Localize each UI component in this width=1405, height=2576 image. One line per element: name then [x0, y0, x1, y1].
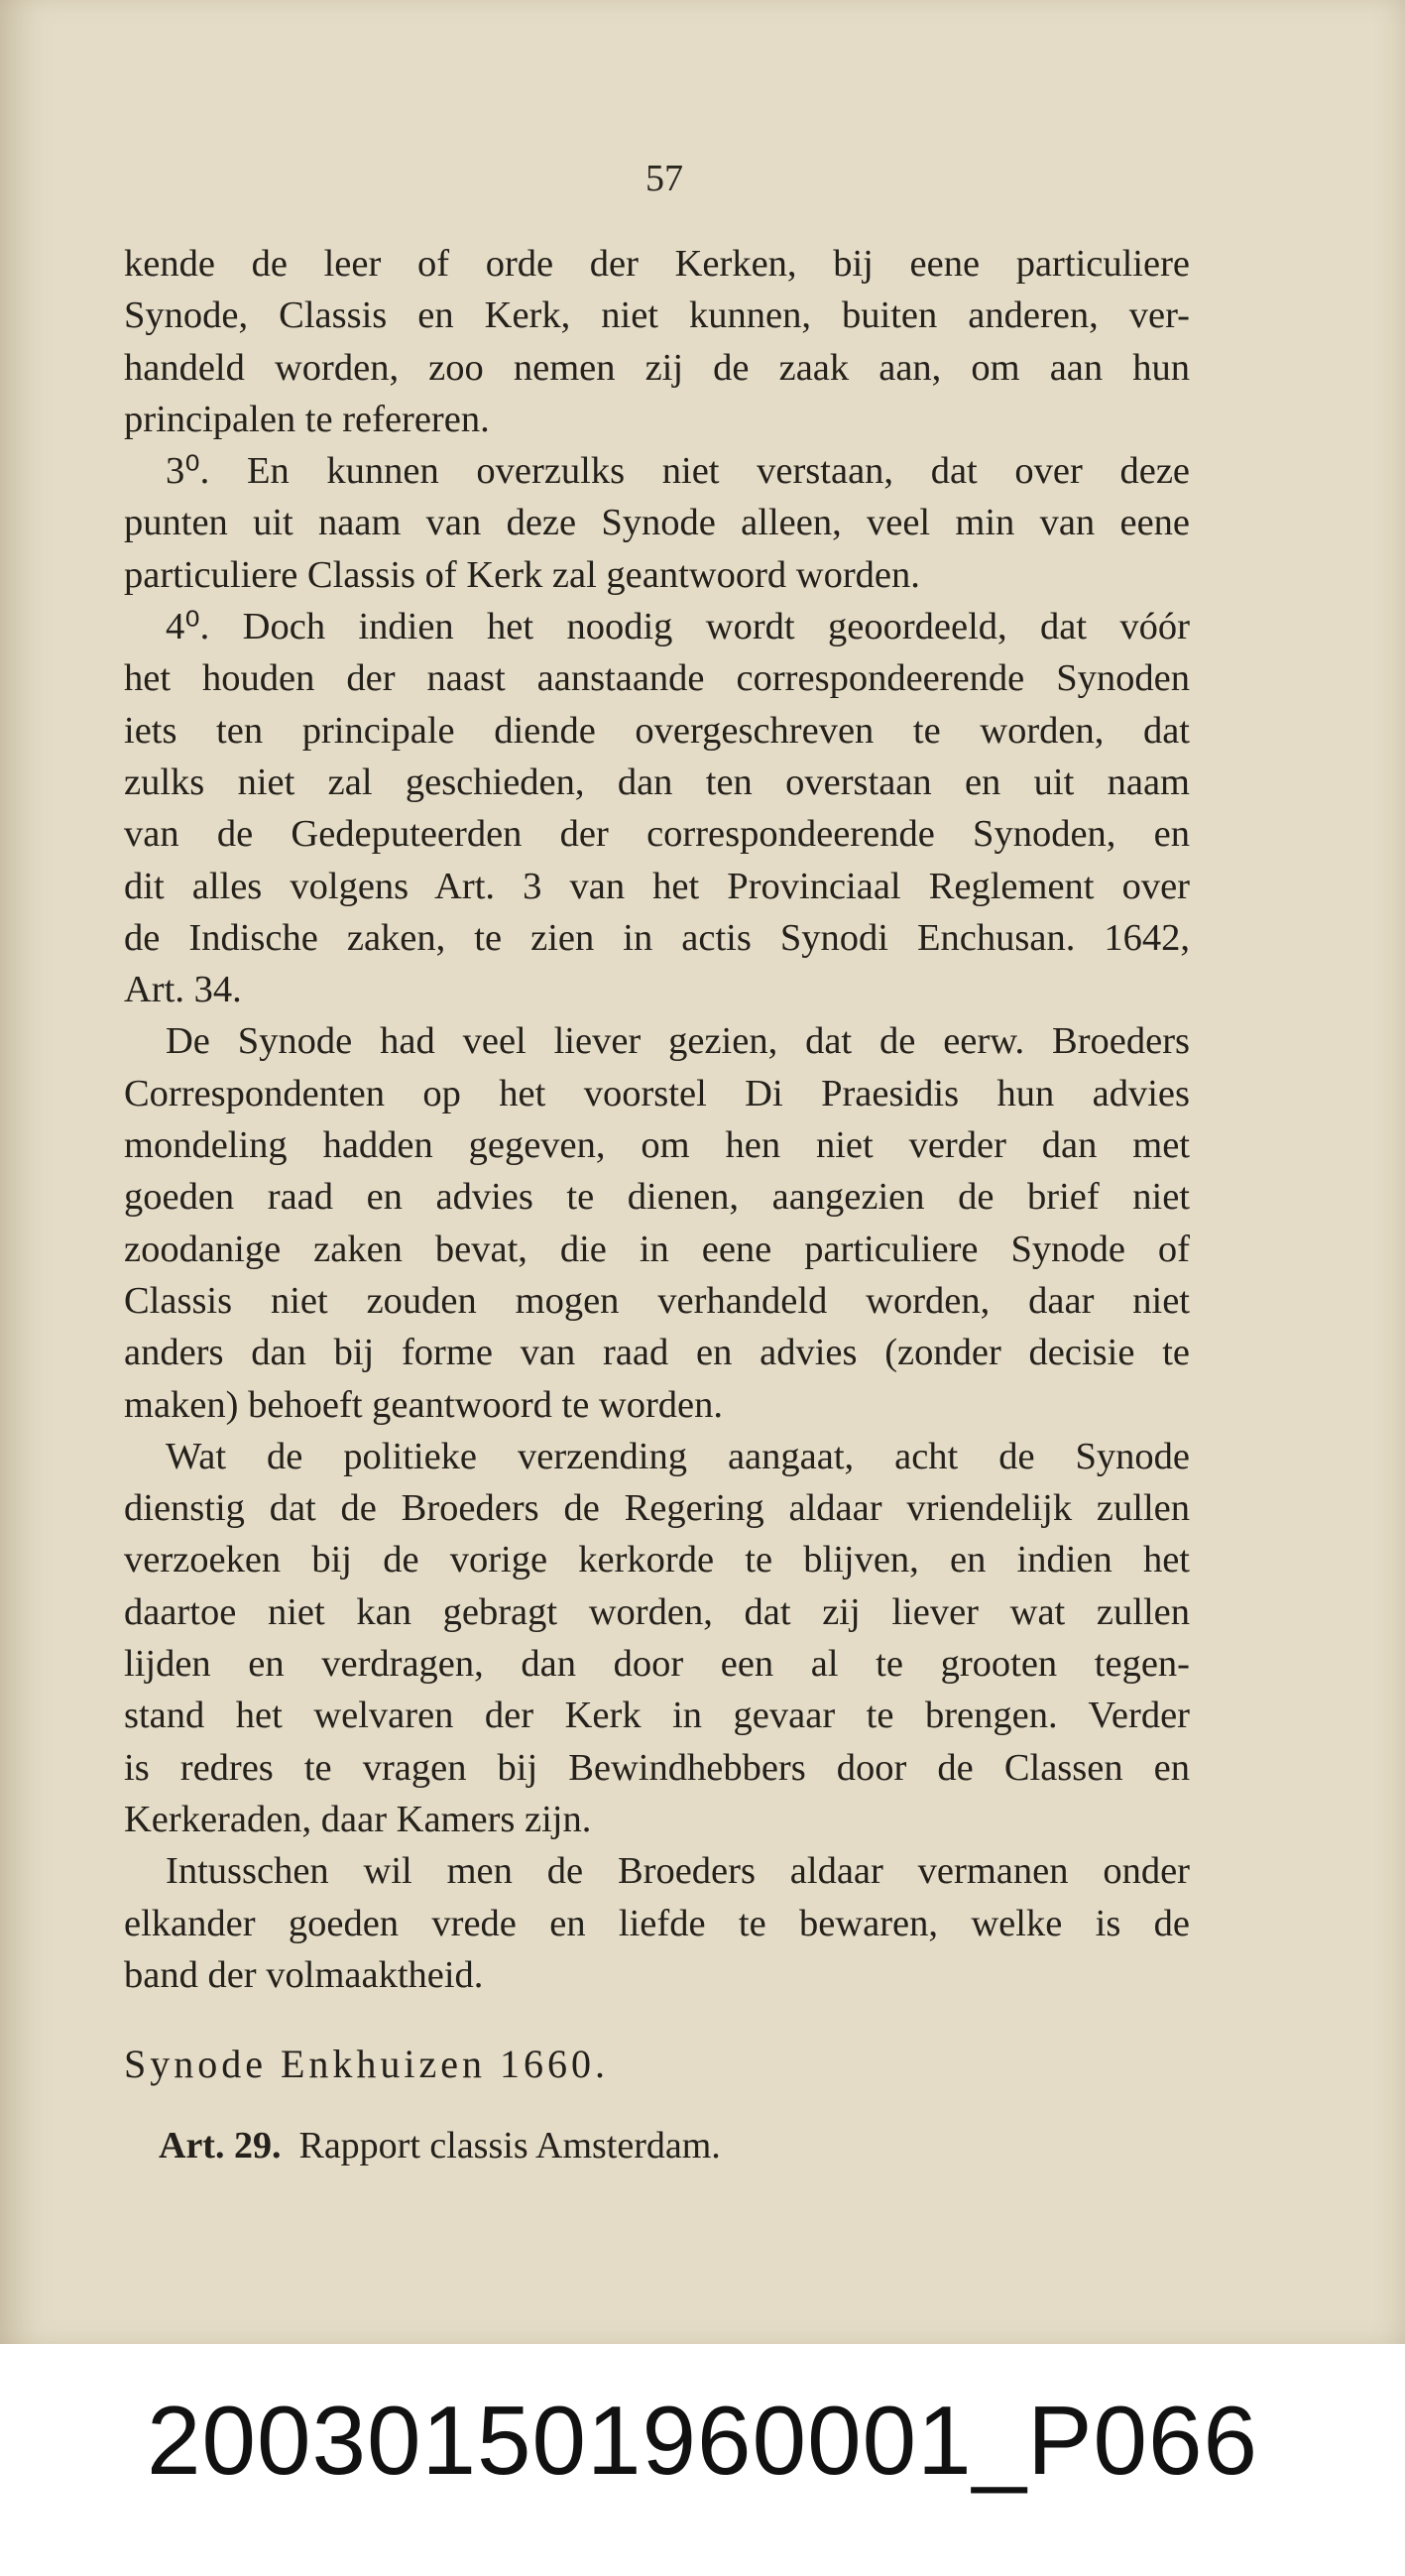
text-line: de Indische zaken, te zien in actis Synodi Enchusan. 1642,: [124, 916, 1190, 959]
text-line: punten uit naam van deze Synode alleen, veel min van eene: [124, 502, 1190, 544]
article-text: Rapport classis Amsterdam.: [298, 2125, 721, 2166]
text-line: Intusschen wil men de Broeders aldaar vermanen onder: [166, 1850, 1190, 1893]
text-line: Synode, Classis en Kerk, niet kunnen, buiten anderen, ver-: [124, 294, 1190, 337]
article-label: Art. 29.: [159, 2125, 282, 2166]
article-line: [159, 2124, 721, 2167]
text-line: particuliere Classis of Kerk zal geantwoord worden.: [124, 553, 920, 596]
page-number: 57: [645, 158, 683, 199]
text-line: mondeling hadden gegeven, om hen niet verder dan met: [124, 1124, 1190, 1167]
text-line: dienstig dat de Broeders de Regering aldaar vriendelijk zullen: [124, 1487, 1190, 1530]
text-line: daartoe niet kan gebragt worden, dat zij liever wat zullen: [124, 1590, 1190, 1633]
text-line: zoodanige zaken bevat, die in eene particuliere Synode of: [124, 1228, 1190, 1270]
text-line: principalen te refereren.: [124, 398, 490, 440]
text-line: kende de leer of orde der Kerken, bij eene particuliere: [124, 243, 1190, 285]
body-text: [124, 238, 1190, 2001]
text-line: is redres te vragen bij Bewindhebbers door de Classen en: [124, 1746, 1190, 1789]
text-line: band der volmaaktheid.: [124, 1953, 484, 1996]
text-line: het houden der naast aanstaande correspondeerende Synoden: [124, 657, 1190, 700]
section-heading: Synode Enkhuizen 1660.: [124, 2042, 610, 2086]
text-line: anders dan bij forme van raad en advies (zonder decisie te: [124, 1332, 1190, 1374]
text-line: dit alles volgens Art. 3 van het Provinciaal Reglement over: [124, 865, 1190, 907]
text-line: 3⁰. En kunnen overzulks niet verstaan, dat over deze: [166, 450, 1190, 493]
text-line: Correspondenten op het voorstel Di Praesidis hun advies: [124, 1072, 1190, 1114]
text-line: Classis niet zouden mogen verhandeld worden, daar niet: [124, 1279, 1190, 1322]
text-line: De Synode had veel liever gezien, dat de eerw. Broeders: [166, 1020, 1190, 1063]
text-line: maken) behoeft geantwoord te worden.: [124, 1383, 724, 1426]
text-line: 4⁰. Doch indien het noodig wordt geoordeeld, dat vóór: [166, 606, 1190, 648]
text-line: lijden en verdragen, dan door een al te grooten tegen-: [124, 1643, 1190, 1686]
text-line: van de Gedeputeerden der correspondeerende Synoden, en: [124, 813, 1190, 856]
text-line: verzoeken bij de vorige kerkorde te blijven, en indien het: [124, 1539, 1190, 1581]
text-line: elkander goeden vrede en liefde te bewaren, welke is de: [124, 1902, 1190, 1944]
text-line: iets ten principale diende overgeschreven te worden, dat: [124, 709, 1190, 752]
text-line: goeden raad en advies te dienen, aangezien de brief niet: [124, 1176, 1190, 1219]
text-line: stand het welvaren der Kerk in gevaar te brengen. Verder: [124, 1695, 1190, 1737]
text-line: Kerkeraden, daar Kamers zijn.: [124, 1798, 592, 1840]
text-line: zulks niet zal geschieden, dan ten overstaan en uit naam: [124, 761, 1190, 803]
text-line: handeld worden, zoo nemen zij de zaak aan, om aan hun: [124, 346, 1190, 389]
text-line: Wat de politieke verzending aangaat, acht de Synode: [166, 1435, 1190, 1477]
text-line: Art. 34.: [124, 969, 242, 1011]
document-id-caption: 200301501960001_P066: [147, 2386, 1258, 2495]
